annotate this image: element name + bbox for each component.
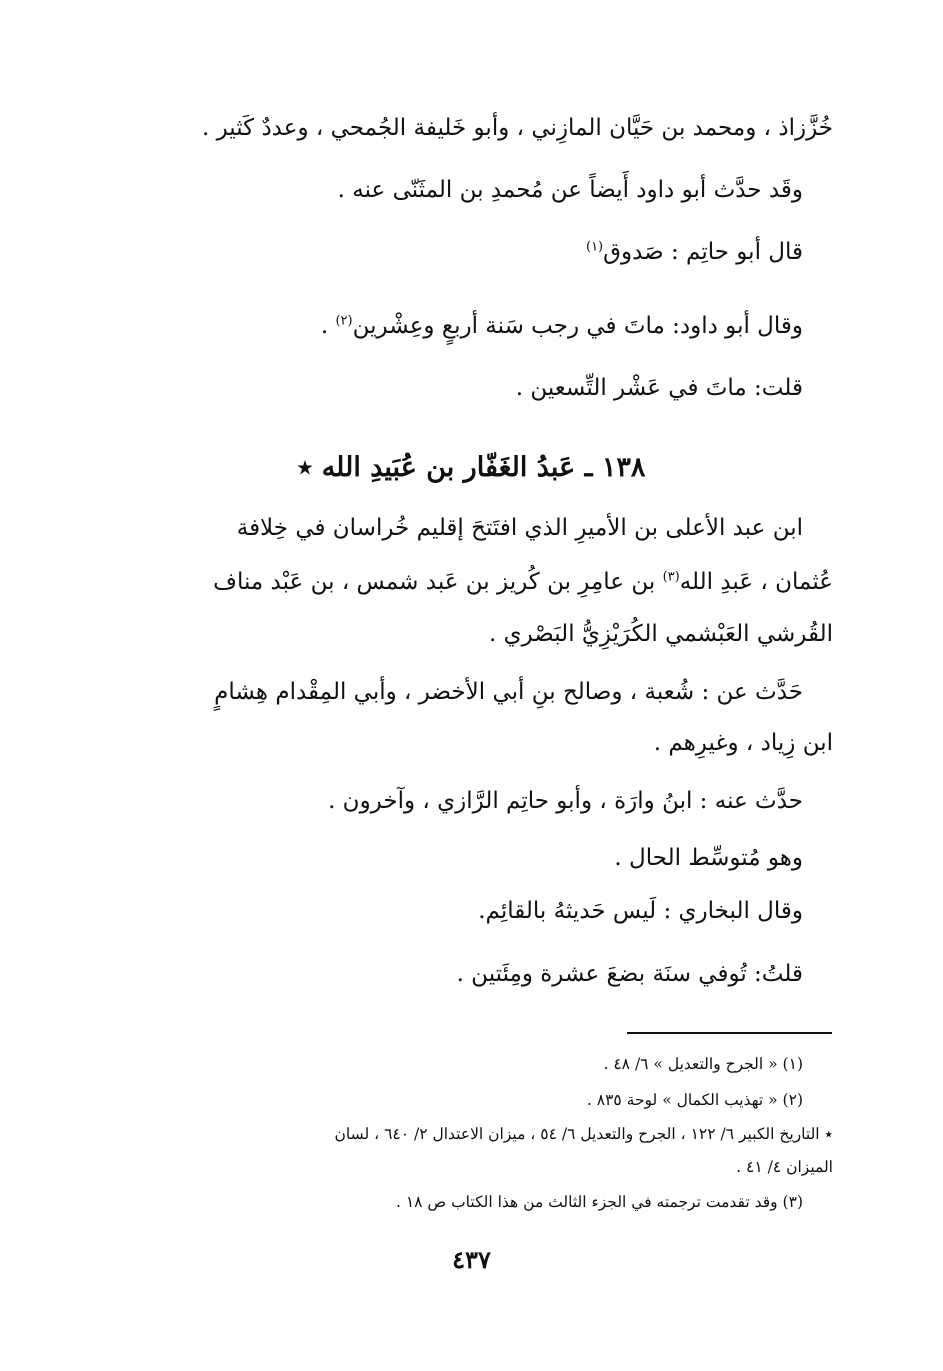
page-number: ٤٣٧	[452, 1245, 491, 1274]
text-line-content: عُثمان ، عَبدِ الله	[679, 569, 833, 595]
text-line: قلتُ: تُوفي سنَة بضعَ عشرة ومِئَتين .	[456, 961, 803, 987]
text-line: حدَّث عنه : ابنُ وارَة ، وأبو حاتِم الرَّازي ، وآخرون .	[328, 788, 803, 814]
text-line: وقال البخاري : لَيس حَديثهُ بالقائِم.	[478, 898, 803, 924]
footnote-ref: (٣)	[662, 569, 680, 585]
footnote: الميزان ٤/ ٤١ .	[736, 1158, 833, 1176]
text-line	[586, 235, 803, 269]
text-line	[213, 565, 833, 599]
text-line: وقَد حدَّث أبو داود أَيضاً عن مُحمدِ بن المثَنّى عنه .	[337, 177, 803, 203]
text-line	[321, 309, 803, 343]
footnote: (٣) وقد تقدمت ترجمته في الجزء الثالث من هذا الكتاب ص ١٨ .	[395, 1193, 803, 1211]
text-line: ابن زِياد ، وغيرِهم .	[653, 730, 833, 756]
footnote-ref: (١)	[585, 239, 604, 255]
text-line-end: .	[320, 313, 336, 339]
text-line-content: بن عامِرِ بن كُريز بن عَبد شمس ، بن عَبْد مناف	[213, 569, 663, 595]
footnote: (٢) « تهذيب الكمال » لوحة ٨٣٥ .	[586, 1091, 803, 1109]
text-line-content: وقال أبو داود: ماتَ في رجب سَنة أربعٍ وعِشْرين	[352, 313, 803, 339]
text-line: وهو مُتوسِّط الحال .	[614, 845, 803, 871]
entry-heading: ١٣٨ ـ عَبدُ الغَفّار بن عُبَيدِ الله ٭	[297, 452, 646, 483]
footnote: ٭ التاريخ الكبير ٦/ ١٢٢ ، الجرح والتعديل ٦/ ٥٤ ، ميزان الاعتدال ٢/ ٦٤٠ ، لسان	[334, 1125, 833, 1143]
text-line: ابن عبد الأعلى بن الأميرِ الذي افتَتحَ إقليم خُراسان في خِلافة	[236, 515, 803, 541]
footnote: (١) « الجرح والتعديل » ٦/ ٤٨ .	[603, 1055, 803, 1073]
text-line: قلت: ماتَ في عَشْر التِّسعين .	[515, 375, 803, 401]
footnote-ref: (٢)	[335, 313, 353, 329]
text-line: خُزَّزاذ ، ومحمد بن حَيَّان المازِني ، وأبو خَليفة الجُمحي ، وعددٌ كَثير .	[201, 115, 833, 141]
footnote-separator	[627, 1032, 832, 1034]
text-line: حَدَّث عن : شُعبة ، وصالح بنِ أبي الأخضر ، وأبي المِقْدام هِشامٍ	[214, 679, 803, 705]
text-line: القُرشي العَبْشمي الكُرَيْزِيُّ البَصْري .	[488, 621, 833, 647]
text-line-content: قال أبو حاتِم : صَدوق	[603, 239, 803, 265]
